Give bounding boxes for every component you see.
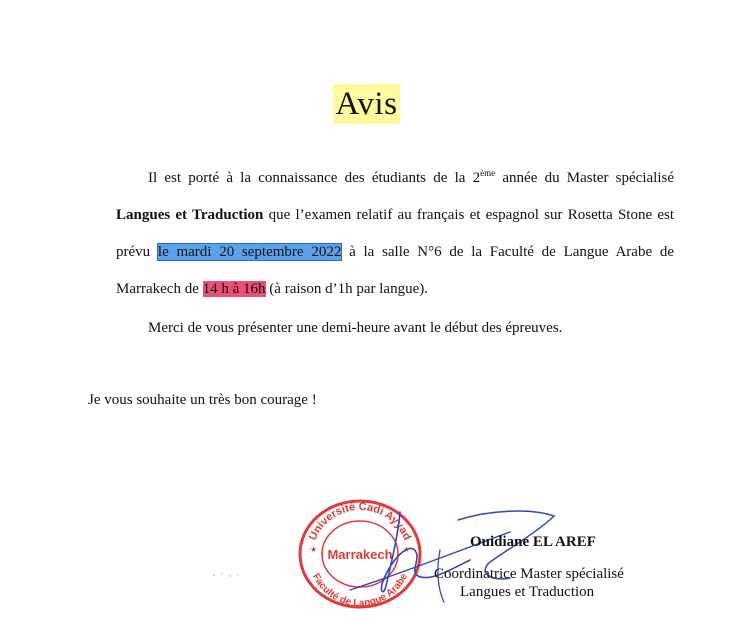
coordinator-role: Coordinatrice Master spécialisé: [434, 566, 624, 582]
second-paragraph: Merci de vous présenter une demi-heure avant le début des épreuves.: [148, 320, 563, 336]
program-name: Langues et Traduction: [116, 207, 264, 223]
para1-text-5: (à raison d’1h par langue).: [265, 281, 428, 297]
para1-text-1: Il est porté à la connaissance des étudiants de la 2: [148, 170, 481, 186]
coordinator-name: Ouidiane EL AREF: [470, 534, 596, 550]
title-wrapper: [0, 84, 733, 124]
para1-text-2: année du Master spécialisé: [495, 170, 674, 186]
para1-superscript: ème: [480, 168, 496, 178]
coordinator-program: Langues et Traduction: [460, 584, 595, 600]
stamp-center-text: Marrakech: [327, 547, 393, 562]
para1-text-3: que l’examen relatif au français et espagnol sur Rosetta Stone est prévu: [116, 207, 674, 260]
main-paragraph: [116, 160, 674, 308]
scan-specks: [210, 572, 250, 578]
closing-line: Je vous souhaite un très bon courage !: [88, 392, 317, 408]
document-title: Avis: [333, 84, 401, 124]
stamp-top-text: Université Cadi Ayyad: [306, 500, 414, 543]
stamp-star-left: ★: [310, 545, 318, 554]
para1-text-4: à la salle N°6 de la Faculté de Langue Arabe de Marrakech de: [116, 244, 675, 297]
stamp-star-right: ★: [403, 545, 411, 554]
exam-date: le mardi 20 septembre 2022: [157, 244, 342, 260]
stamp-bottom-text: Faculté de Langue Arabe: [309, 571, 411, 610]
exam-time: 14 h à 16h: [202, 281, 266, 297]
